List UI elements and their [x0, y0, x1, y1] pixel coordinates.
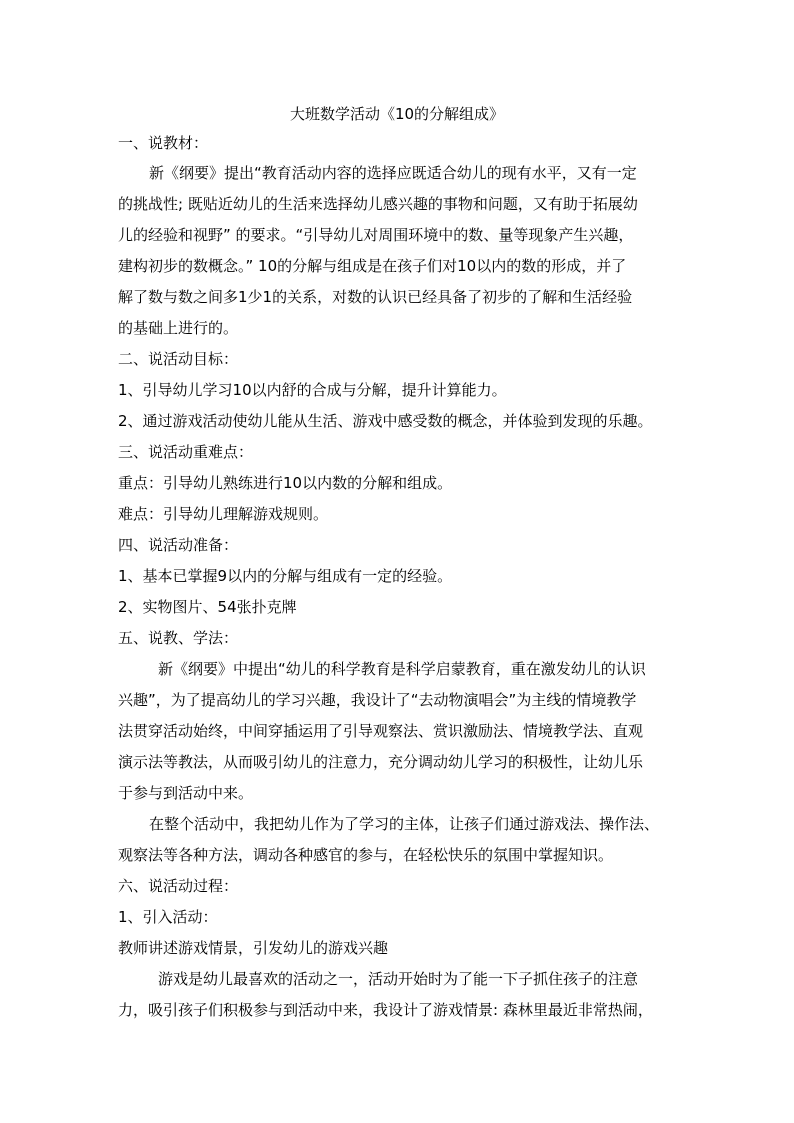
section-heading-3: 三、说活动重难点：	[118, 443, 254, 461]
paragraph-line: 观察法等各种方法，调动各种感官的参与，在轻松快乐的氛围中掌握知识。	[118, 846, 614, 864]
paragraph-line: 于参与到活动中来。	[118, 784, 254, 802]
list-item: 1、基本已掌握9以内的分解与组成有一定的经验。	[118, 567, 453, 585]
paragraph-line: 解了数与数之间多1少1的关系，对数的认识已经具备了初步的了解和生活经验	[118, 288, 633, 306]
paragraph-line: 的挑战性; 既贴近幼儿的生活来选择幼儿感兴趣的事物和问题，又有助于拓展幼	[118, 195, 638, 213]
section-heading-6: 六、说活动过程：	[118, 877, 239, 895]
section-heading-4: 四、说活动准备：	[118, 536, 239, 554]
paragraph-line: 法贯穿活动始终，中间穿插运用了引导观察法、赏识激励法、情境教学法、直观	[118, 722, 644, 740]
section-heading-2: 二、说活动目标：	[118, 350, 239, 368]
paragraph-line: 力，吸引孩子们积极参与到活动中来，我设计了游戏情景: 森林里最近非常热闹，	[118, 1001, 653, 1019]
paragraph-line: 新《纲要》提出“教育活动内容的选择应既适合幼儿的现有水平，又有一定	[149, 164, 637, 182]
paragraph-line: 演示法等教法，从而吸引幼儿的注意力，充分调动幼儿学习的积极性，让幼儿乐	[118, 753, 644, 771]
paragraph-line: 兴趣”，为了提高幼儿的学习兴趣，我设计了“去动物演唱会”为主线的情境教学	[118, 691, 637, 709]
paragraph-line: 建构初步的数概念。” 10的分解与组成是在孩子们对10以内的数的形成，并了	[118, 257, 627, 275]
paragraph-line: 儿的经验和视野” 的要求。“引导幼儿对周围环境中的数、量等现象产生兴趣，	[118, 226, 634, 244]
paragraph-line: 的基础上进行的。	[118, 319, 239, 337]
document-title: 大班数学活动《10的分解组成》	[289, 105, 505, 123]
paragraph-line: 教师讲述游戏情景，引发幼儿的游戏兴趣	[118, 939, 389, 957]
paragraph-line: 新《纲要》中提出“幼儿的科学教育是科学启蒙教育，重在激发幼儿的认识	[158, 660, 646, 678]
section-heading-5: 五、说教、学法：	[118, 629, 239, 647]
list-item: 1、引入活动：	[118, 908, 218, 926]
list-item: 难点：引导幼儿理解游戏规则。	[118, 505, 329, 523]
list-item: 2、通过游戏活动使幼儿能从生活、游戏中感受数的概念，并体验到发现的乐趣。	[118, 412, 653, 430]
section-heading-1: 一、说教材：	[118, 134, 209, 152]
list-item: 1、引导幼儿学习10以内舒的合成与分解，提升计算能力。	[118, 381, 507, 399]
list-item: 重点：引导幼儿熟练进行10以内数的分解和组成。	[118, 474, 453, 492]
paragraph-line: 游戏是幼儿最喜欢的活动之一，活动开始时为了能一下子抓住孩子的注意	[158, 970, 639, 988]
list-item: 2、实物图片、54张扑克牌	[118, 598, 297, 616]
paragraph-line: 在整个活动中，我把幼儿作为了学习的主体，让孩子们通过游戏法、操作法、	[149, 815, 660, 833]
